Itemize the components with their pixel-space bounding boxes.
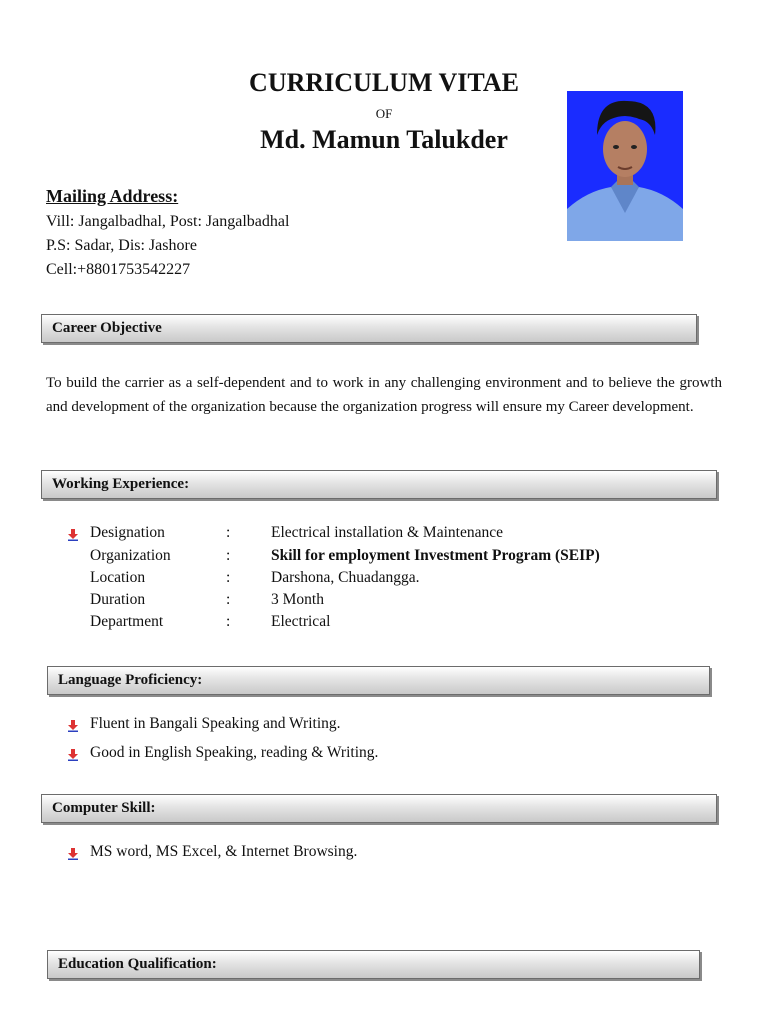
address-line: P.S: Sadar, Dis: Jashore — [46, 237, 197, 254]
section-bar-language — [47, 666, 710, 695]
arrow-bullet-icon — [68, 529, 78, 541]
experience-value: Darshona, Chuadangga. — [271, 569, 420, 586]
portrait-illustration — [567, 91, 683, 241]
section-title: Education Qualification: — [58, 956, 217, 972]
experience-value: Skill for employment Investment Program (SEIP) — [271, 547, 600, 564]
experience-separator: : — [226, 524, 231, 541]
candidate-name: Md. Mamun Talukder — [260, 125, 508, 154]
of-label: OF — [375, 106, 393, 121]
mailing-address-heading: Mailing Address: — [46, 186, 179, 206]
phone-line: Cell:+8801753542227 — [46, 261, 191, 278]
experience-label: Duration — [90, 591, 146, 608]
address-line: Vill: Jangalbadhal, Post: Jangalbadhal — [46, 213, 290, 230]
career-objective-text: To build the carrier as a self-dependent and to work in any challenging environment and to believe the growth and development of the organization because the organization progress will ensure my Career development. — [46, 375, 722, 415]
section-bar-computer — [41, 794, 717, 823]
experience-separator: : — [226, 569, 231, 586]
computer-skill-item: MS word, MS Excel, & Internet Browsing. — [90, 843, 358, 860]
profile-photo — [567, 91, 683, 241]
language-item: Fluent in Bangali Speaking and Writing. — [90, 715, 341, 732]
experience-separator: : — [226, 591, 231, 608]
section-bar-career — [41, 314, 697, 343]
arrow-bullet-icon — [68, 848, 78, 860]
experience-separator: : — [226, 613, 231, 630]
language-item: Good in English Speaking, reading & Writing. — [90, 744, 379, 761]
experience-value: Electrical installation & Maintenance — [271, 524, 503, 541]
arrow-bullet-icon — [68, 720, 78, 732]
experience-value: Electrical — [271, 613, 331, 630]
section-title: Computer Skill: — [52, 800, 156, 816]
arrow-bullet-icon — [68, 749, 78, 761]
section-title: Working Experience: — [52, 476, 190, 492]
cv-title: CURRICULUM VITAE — [249, 68, 519, 97]
experience-label: Organization — [90, 547, 171, 564]
experience-label: Department — [90, 613, 164, 630]
section-title: Language Proficiency: — [58, 672, 203, 688]
section-title: Career Objective — [52, 320, 162, 336]
section-bar-education — [47, 950, 700, 979]
experience-label: Designation — [90, 524, 165, 541]
experience-label: Location — [90, 569, 146, 586]
experience-separator: : — [226, 547, 231, 564]
experience-value: 3 Month — [271, 591, 324, 608]
section-bar-experience — [41, 470, 717, 499]
